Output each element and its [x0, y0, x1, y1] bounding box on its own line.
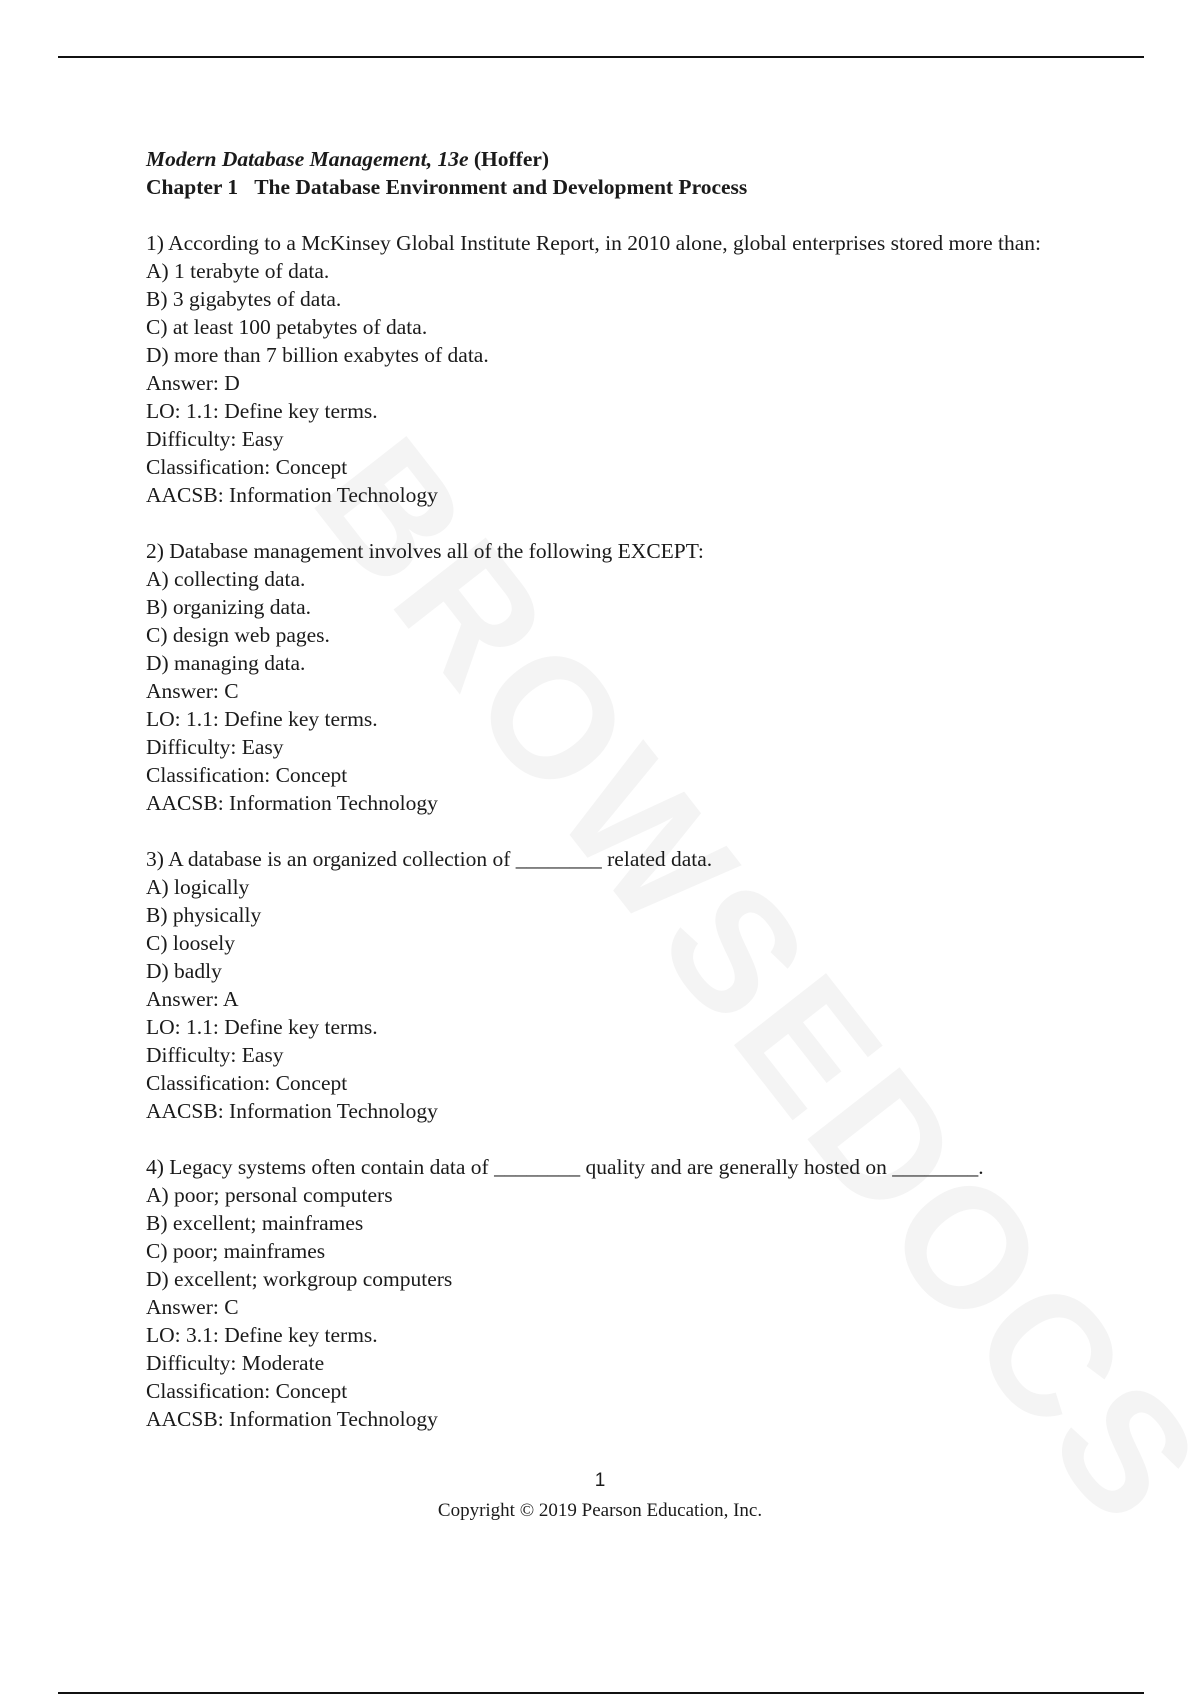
answer: Answer: D — [146, 371, 240, 395]
option-d: D) more than 7 billion exabytes of data. — [146, 343, 489, 367]
difficulty: Difficulty: Moderate — [146, 1351, 325, 1375]
book-title-author: (Hoffer) — [468, 147, 550, 171]
option-b: B) physically — [146, 903, 262, 927]
book-title — [146, 145, 1106, 173]
option-b: B) 3 gigabytes of data. — [146, 287, 342, 311]
option-d: D) badly — [146, 959, 222, 983]
question-stem: 4) Legacy systems often contain data of ________ quality and are generally hosted on ________. — [146, 1155, 984, 1179]
learning-objective: LO: 3.1: Define key terms. — [146, 1323, 378, 1347]
chapter-title — [146, 173, 1106, 201]
question-3 — [146, 845, 1106, 1125]
classification: Classification: Concept — [146, 763, 348, 787]
question-stem: 2) Database management involves all of the following EXCEPT: — [146, 539, 704, 563]
option-c: C) loosely — [146, 931, 235, 955]
classification: Classification: Concept — [146, 1071, 348, 1095]
learning-objective: LO: 1.1: Define key terms. — [146, 707, 378, 731]
chapter-name: The Database Environment and Development Process — [254, 175, 748, 199]
classification: Classification: Concept — [146, 455, 348, 479]
option-c: C) design web pages. — [146, 623, 330, 647]
difficulty: Difficulty: Easy — [146, 735, 284, 759]
option-d: D) excellent; workgroup computers — [146, 1267, 453, 1291]
option-a: A) collecting data. — [146, 567, 306, 591]
learning-objective: LO: 1.1: Define key terms. — [146, 399, 378, 423]
question-2 — [146, 537, 1106, 817]
option-d: D) managing data. — [146, 651, 306, 675]
option-b: B) organizing data. — [146, 595, 311, 619]
option-c: C) at least 100 petabytes of data. — [146, 315, 428, 339]
answer: Answer: A — [146, 987, 239, 1011]
option-a: A) poor; personal computers — [146, 1183, 393, 1207]
classification: Classification: Concept — [146, 1379, 348, 1403]
page-number: 1 — [594, 1470, 606, 1491]
book-title-italic: Modern Database Management, 13e — [146, 147, 469, 171]
question-4 — [146, 1153, 1106, 1433]
copyright-notice: Copyright © 2019 Pearson Education, Inc. — [437, 1500, 763, 1521]
answer: Answer: C — [146, 679, 239, 703]
question-stem: 1) According to a McKinsey Global Institute Report, in 2010 alone, global enterprises stored more than: — [146, 231, 1042, 255]
difficulty: Difficulty: Easy — [146, 1043, 284, 1067]
bottom-rule — [58, 1692, 1144, 1694]
option-c: C) poor; mainframes — [146, 1239, 326, 1263]
aacsb: AACSB: Information Technology — [146, 1407, 438, 1431]
aacsb: AACSB: Information Technology — [146, 1099, 438, 1123]
option-a: A) 1 terabyte of data. — [146, 259, 330, 283]
top-rule — [58, 56, 1144, 58]
difficulty: Difficulty: Easy — [146, 427, 284, 451]
option-b: B) excellent; mainframes — [146, 1211, 364, 1235]
option-a: A) logically — [146, 875, 250, 899]
document-body — [146, 145, 1106, 1433]
question-stem: 3) A database is an organized collection of ________ related data. — [146, 847, 713, 871]
answer: Answer: C — [146, 1295, 239, 1319]
learning-objective: LO: 1.1: Define key terms. — [146, 1015, 378, 1039]
chapter-label: Chapter 1 — [146, 175, 239, 199]
question-1 — [146, 229, 1106, 509]
aacsb: AACSB: Information Technology — [146, 483, 438, 507]
aacsb: AACSB: Information Technology — [146, 791, 438, 815]
